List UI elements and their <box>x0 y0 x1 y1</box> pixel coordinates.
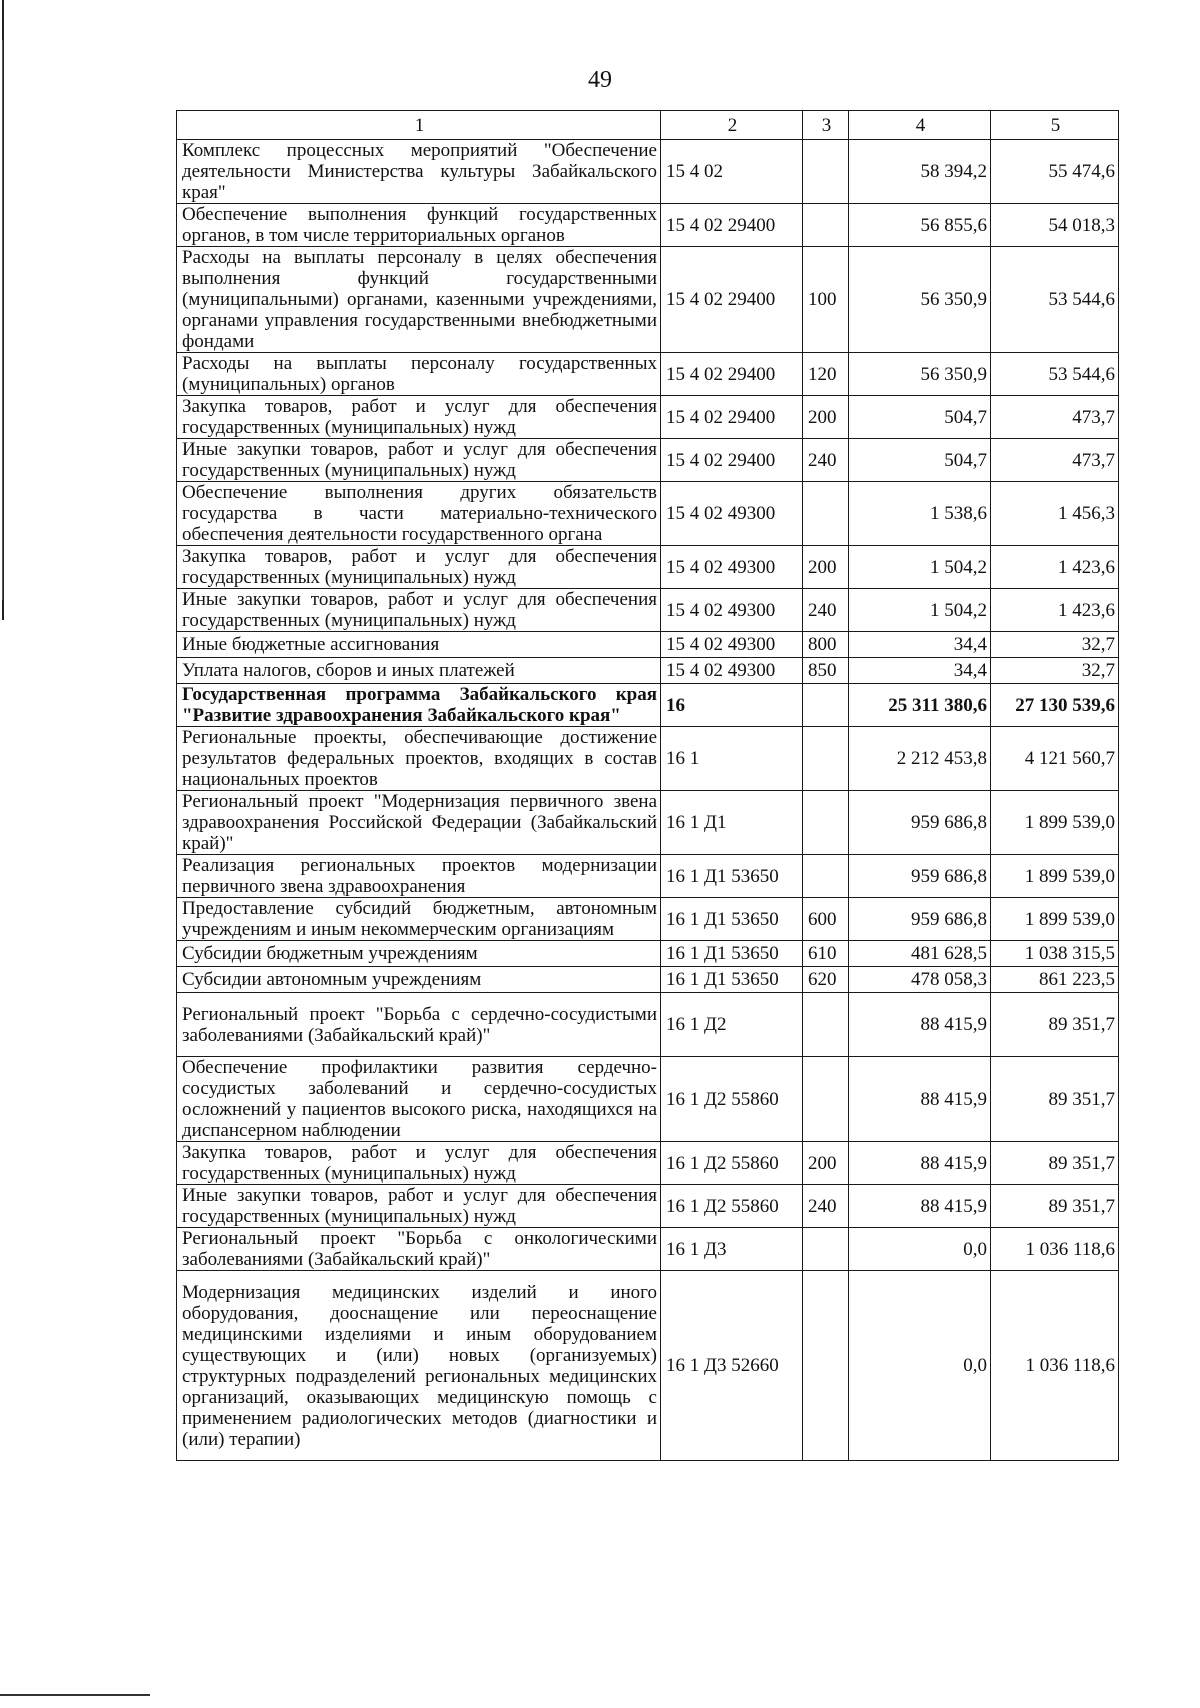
row-name-cell: Субсидии автономным учреждениям <box>177 967 661 993</box>
row-name-cell: Уплата налогов, сборов и иных платежей <box>177 658 661 684</box>
row-name-cell: Комплекс процессных мероприятий "Обеспечение деятельности Министерства культуры Забайкальского края" <box>177 140 661 204</box>
row-name-cell: Региональный проект "Модернизация первичного звена здравоохранения Российской Федерации (Забайкальский край)" <box>177 791 661 855</box>
table-row <box>177 247 1119 353</box>
row-expense-type-cell <box>803 1271 849 1461</box>
row-amount-2-cell: 55 474,6 <box>991 140 1119 204</box>
header-col-4: 4 <box>849 111 991 140</box>
scan-bottom-line <box>0 1694 150 1696</box>
row-name-cell: Иные закупки товаров, работ и услуг для обеспечения государственных (муниципальных) нужд <box>177 589 661 632</box>
header-col-1: 1 <box>177 111 661 140</box>
row-name-cell: Расходы на выплаты персоналу государственных (муниципальных) органов <box>177 353 661 396</box>
row-expense-type-cell <box>803 482 849 546</box>
row-code-cell: 15 4 02 49300 <box>661 546 803 589</box>
table-row <box>177 1142 1119 1185</box>
row-expense-type-cell: 120 <box>803 353 849 396</box>
header-row <box>177 111 1119 140</box>
row-amount-2-cell: 89 351,7 <box>991 1185 1119 1228</box>
row-code-cell: 15 4 02 29400 <box>661 247 803 353</box>
row-name-cell: Модернизация медицинских изделий и иного оборудования, дооснащение или переоснащение медицинскими изделиями и иным оборудованием существующих и (или) новых (организуемых) структурных подразделений региональных медицинских организаций, оказывающих медицинскую помощь с применением радиологических методов (диагностики и (или) терапии) <box>177 1271 661 1461</box>
budget-table <box>176 110 1119 1461</box>
row-name-cell: Региональный проект "Борьба с сердечно-сосудистыми заболеваниями (Забайкальский край)" <box>177 993 661 1057</box>
row-amount-2-cell: 4 121 560,7 <box>991 727 1119 791</box>
row-name-cell: Иные бюджетные ассигнования <box>177 632 661 658</box>
row-expense-type-cell: 200 <box>803 546 849 589</box>
row-expense-type-cell <box>803 791 849 855</box>
row-code-cell: 16 1 Д2 55860 <box>661 1185 803 1228</box>
row-code-cell: 16 1 Д2 <box>661 993 803 1057</box>
table-header <box>177 111 1119 140</box>
table-body <box>177 140 1119 1461</box>
row-amount-2-cell: 1 456,3 <box>991 482 1119 546</box>
row-code-cell: 15 4 02 29400 <box>661 353 803 396</box>
row-code-cell: 16 1 Д2 55860 <box>661 1142 803 1185</box>
table-row <box>177 1057 1119 1142</box>
row-name-cell: Обеспечение профилактики развития сердечно-сосудистых заболеваний и сердечно-сосудистых осложнений у пациентов высокого риска, находящихся на диспансерном наблюдении <box>177 1057 661 1142</box>
row-amount-1-cell: 504,7 <box>849 439 991 482</box>
row-name-cell: Обеспечение выполнения функций государственных органов, в том числе территориальных органов <box>177 204 661 247</box>
table-row <box>177 1271 1119 1461</box>
row-expense-type-cell <box>803 684 849 727</box>
row-amount-1-cell: 88 415,9 <box>849 1142 991 1185</box>
row-expense-type-cell: 610 <box>803 941 849 967</box>
row-amount-1-cell: 1 504,2 <box>849 589 991 632</box>
row-expense-type-cell <box>803 204 849 247</box>
row-amount-2-cell: 1 036 118,6 <box>991 1228 1119 1271</box>
row-amount-1-cell: 88 415,9 <box>849 1185 991 1228</box>
row-code-cell: 15 4 02 29400 <box>661 439 803 482</box>
row-name-cell: Реализация региональных проектов модернизации первичного звена здравоохранения <box>177 855 661 898</box>
table-row <box>177 589 1119 632</box>
row-amount-2-cell: 473,7 <box>991 439 1119 482</box>
row-amount-1-cell: 0,0 <box>849 1271 991 1461</box>
row-amount-2-cell: 1 423,6 <box>991 589 1119 632</box>
row-amount-1-cell: 56 855,6 <box>849 204 991 247</box>
row-code-cell: 15 4 02 49300 <box>661 482 803 546</box>
table-row <box>177 632 1119 658</box>
table-row <box>177 941 1119 967</box>
row-expense-type-cell: 100 <box>803 247 849 353</box>
row-name-cell: Расходы на выплаты персоналу в целях обеспечения выполнения функций государственными (муниципальными) органами, казенными учреждениями, органами управления государственными внебюджетными фондами <box>177 247 661 353</box>
row-name-cell: Региональный проект "Борьба с онкологическими заболеваниями (Забайкальский край)" <box>177 1228 661 1271</box>
row-name-cell: Иные закупки товаров, работ и услуг для обеспечения государственных (муниципальных) нужд <box>177 439 661 482</box>
row-amount-2-cell: 27 130 539,6 <box>991 684 1119 727</box>
table-row <box>177 439 1119 482</box>
page-number: 49 <box>588 67 612 93</box>
row-expense-type-cell <box>803 140 849 204</box>
row-amount-1-cell: 481 628,5 <box>849 941 991 967</box>
table-row <box>177 482 1119 546</box>
table-row <box>177 898 1119 941</box>
row-amount-2-cell: 53 544,6 <box>991 353 1119 396</box>
row-amount-2-cell: 1 899 539,0 <box>991 855 1119 898</box>
row-code-cell: 15 4 02 29400 <box>661 204 803 247</box>
table-row <box>177 684 1119 727</box>
row-code-cell: 15 4 02 49300 <box>661 632 803 658</box>
row-expense-type-cell: 850 <box>803 658 849 684</box>
row-amount-2-cell: 32,7 <box>991 658 1119 684</box>
row-expense-type-cell: 800 <box>803 632 849 658</box>
row-expense-type-cell: 240 <box>803 589 849 632</box>
row-expense-type-cell <box>803 727 849 791</box>
table-row <box>177 855 1119 898</box>
table-row <box>177 396 1119 439</box>
row-amount-1-cell: 1 538,6 <box>849 482 991 546</box>
row-amount-1-cell: 88 415,9 <box>849 993 991 1057</box>
row-code-cell: 16 <box>661 684 803 727</box>
row-amount-2-cell: 54 018,3 <box>991 204 1119 247</box>
row-code-cell: 16 1 Д3 <box>661 1228 803 1271</box>
row-name-cell: Закупка товаров, работ и услуг для обеспечения государственных (муниципальных) нужд <box>177 396 661 439</box>
row-amount-1-cell: 959 686,8 <box>849 898 991 941</box>
row-amount-1-cell: 2 212 453,8 <box>849 727 991 791</box>
header-col-3: 3 <box>803 111 849 140</box>
row-amount-1-cell: 58 394,2 <box>849 140 991 204</box>
row-expense-type-cell: 600 <box>803 898 849 941</box>
header-col-5: 5 <box>991 111 1119 140</box>
row-amount-1-cell: 478 058,3 <box>849 967 991 993</box>
row-code-cell: 15 4 02 49300 <box>661 589 803 632</box>
table-row <box>177 791 1119 855</box>
row-name-cell: Субсидии бюджетным учреждениям <box>177 941 661 967</box>
row-code-cell: 16 1 Д3 52660 <box>661 1271 803 1461</box>
row-code-cell: 15 4 02 29400 <box>661 396 803 439</box>
row-amount-2-cell: 1 423,6 <box>991 546 1119 589</box>
row-amount-2-cell: 89 351,7 <box>991 1057 1119 1142</box>
row-amount-2-cell: 1 899 539,0 <box>991 898 1119 941</box>
row-code-cell: 15 4 02 <box>661 140 803 204</box>
table-row <box>177 204 1119 247</box>
row-amount-1-cell: 56 350,9 <box>849 247 991 353</box>
row-expense-type-cell: 200 <box>803 396 849 439</box>
row-name-cell: Иные закупки товаров, работ и услуг для обеспечения государственных (муниципальных) нужд <box>177 1185 661 1228</box>
row-code-cell: 16 1 Д2 55860 <box>661 1057 803 1142</box>
row-expense-type-cell: 620 <box>803 967 849 993</box>
scan-edge-line-secondary <box>2 40 3 600</box>
row-code-cell: 16 1 Д1 53650 <box>661 855 803 898</box>
row-code-cell: 16 1 Д1 <box>661 791 803 855</box>
table-row <box>177 353 1119 396</box>
row-expense-type-cell: 240 <box>803 1185 849 1228</box>
row-amount-1-cell: 25 311 380,6 <box>849 684 991 727</box>
row-expense-type-cell: 240 <box>803 439 849 482</box>
row-name-cell: Закупка товаров, работ и услуг для обеспечения государственных (муниципальных) нужд <box>177 1142 661 1185</box>
row-name-cell: Предоставление субсидий бюджетным, автономным учреждениям и иным некоммерческим организациям <box>177 898 661 941</box>
row-name-cell: Обеспечение выполнения других обязательств государства в части материально-технического обеспечения деятельности государственного органа <box>177 482 661 546</box>
table-row <box>177 658 1119 684</box>
row-amount-2-cell: 53 544,6 <box>991 247 1119 353</box>
row-expense-type-cell <box>803 1228 849 1271</box>
row-amount-1-cell: 34,4 <box>849 632 991 658</box>
row-expense-type-cell <box>803 855 849 898</box>
row-amount-1-cell: 0,0 <box>849 1228 991 1271</box>
row-amount-2-cell: 89 351,7 <box>991 993 1119 1057</box>
row-expense-type-cell <box>803 993 849 1057</box>
row-amount-2-cell: 473,7 <box>991 396 1119 439</box>
table-row <box>177 727 1119 791</box>
row-amount-2-cell: 1 899 539,0 <box>991 791 1119 855</box>
row-amount-1-cell: 1 504,2 <box>849 546 991 589</box>
table-row <box>177 1228 1119 1271</box>
row-code-cell: 16 1 Д1 53650 <box>661 967 803 993</box>
row-amount-1-cell: 88 415,9 <box>849 1057 991 1142</box>
row-amount-1-cell: 959 686,8 <box>849 855 991 898</box>
row-amount-2-cell: 89 351,7 <box>991 1142 1119 1185</box>
row-code-cell: 15 4 02 49300 <box>661 658 803 684</box>
table-row <box>177 140 1119 204</box>
row-amount-1-cell: 959 686,8 <box>849 791 991 855</box>
row-name-cell: Закупка товаров, работ и услуг для обеспечения государственных (муниципальных) нужд <box>177 546 661 589</box>
table-row <box>177 1185 1119 1228</box>
table-row <box>177 546 1119 589</box>
row-amount-2-cell: 1 038 315,5 <box>991 941 1119 967</box>
row-code-cell: 16 1 <box>661 727 803 791</box>
row-amount-2-cell: 32,7 <box>991 632 1119 658</box>
header-col-2: 2 <box>661 111 803 140</box>
row-name-cell: Региональные проекты, обеспечивающие достижение результатов федеральных проектов, входящих в состав национальных проектов <box>177 727 661 791</box>
table-row <box>177 967 1119 993</box>
row-name-cell: Государственная программа Забайкальского края "Развитие здравоохранения Забайкальского края" <box>177 684 661 727</box>
row-amount-1-cell: 56 350,9 <box>849 353 991 396</box>
row-amount-2-cell: 1 036 118,6 <box>991 1271 1119 1461</box>
row-amount-1-cell: 504,7 <box>849 396 991 439</box>
table-row <box>177 993 1119 1057</box>
row-expense-type-cell <box>803 1057 849 1142</box>
row-code-cell: 16 1 Д1 53650 <box>661 898 803 941</box>
row-amount-1-cell: 34,4 <box>849 658 991 684</box>
row-expense-type-cell: 200 <box>803 1142 849 1185</box>
row-code-cell: 16 1 Д1 53650 <box>661 941 803 967</box>
row-amount-2-cell: 861 223,5 <box>991 967 1119 993</box>
